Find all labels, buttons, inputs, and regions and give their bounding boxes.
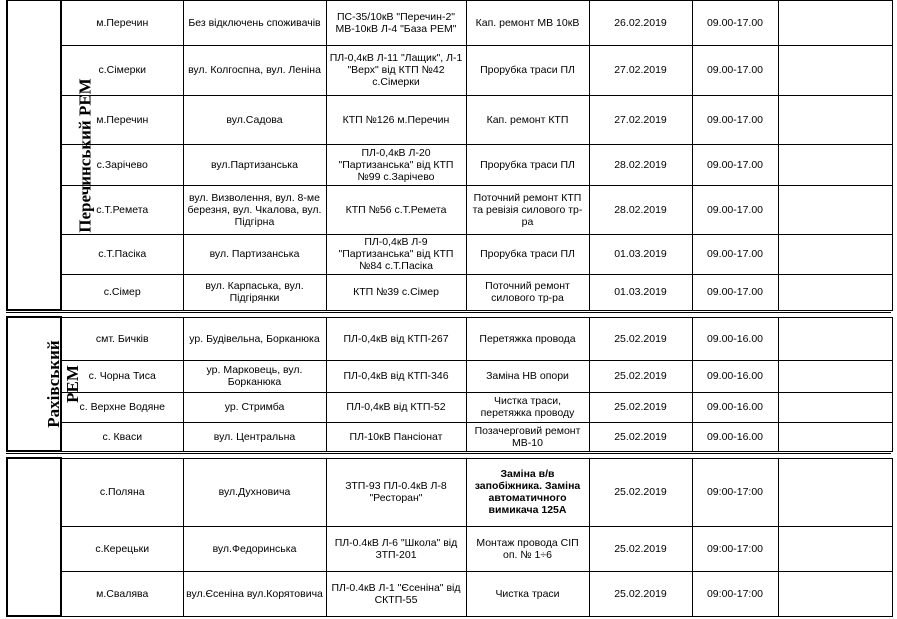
object-cell: ПЛ-0,4кВ Л-20 "Партизанська" від КТП №99 с.Зарічево (326, 144, 466, 185)
town-cell: с.Поляна (61, 458, 183, 526)
object-cell: КТП №126 м.Перечин (326, 95, 466, 144)
time-cell: 09:00-17:00 (692, 526, 778, 571)
date-cell: 25.02.2019 (589, 458, 692, 526)
town-cell: м.Перечин (61, 0, 183, 45)
street-cell: вул. Карпаська, вул. Підгірянки (183, 274, 326, 310)
note-cell (778, 392, 892, 422)
region-label: Перечинський РЕМ (75, 77, 95, 233)
note-cell (778, 360, 892, 392)
time-cell: 09:00-17:00 (692, 458, 778, 526)
object-cell: КТП №56 с.Т.Ремета (326, 185, 466, 234)
schedule-table (6, 457, 893, 617)
street-cell: вул. Визволення, вул. 8-ме березня, вул. Чкалова, вул. Підгірна (183, 185, 326, 234)
object-cell: ПЛ-0,4кВ Л-9 "Партизанська" від КТП №84 с.Т.Пасіка (326, 234, 466, 274)
note-cell (778, 45, 892, 95)
town-cell: с. Верхне Водяне (61, 392, 183, 422)
time-cell: 09:00-17:00 (692, 571, 778, 616)
work-cell: Заміна НВ опори (466, 360, 589, 392)
time-cell: 09.00-17.00 (692, 45, 778, 95)
date-cell: 27.02.2019 (589, 95, 692, 144)
note-cell (778, 274, 892, 310)
street-cell: ур. Будівельна, Борканюка (183, 317, 326, 360)
object-cell: ПЛ-0,4кВ від КТП-346 (326, 360, 466, 392)
table-row (7, 274, 892, 310)
note-cell (778, 317, 892, 360)
note-cell (778, 234, 892, 274)
date-cell: 25.02.2019 (589, 526, 692, 571)
town-cell: с.Сімер (61, 274, 183, 310)
table-row (7, 234, 892, 274)
work-cell: Поточний ремонт силового тр-ра (466, 274, 589, 310)
date-cell: 25.02.2019 (589, 360, 692, 392)
town-cell: с. Кваси (61, 422, 183, 451)
work-cell: Прорубка траси ПЛ (466, 45, 589, 95)
street-cell: вул.Єсеніна вул.Корятовича (183, 571, 326, 616)
section-svaliava (6, 457, 891, 619)
street-cell: вул.Духновича (183, 458, 326, 526)
note-cell (778, 526, 892, 571)
table-row (7, 317, 892, 360)
work-cell: Позачерговий ремонт МВ-10 (466, 422, 589, 451)
section-divider (6, 453, 891, 454)
work-cell: Кап. ремонт КТП (466, 95, 589, 144)
time-cell: 09.00-16.00 (692, 360, 778, 392)
time-cell: 09.00-16.00 (692, 317, 778, 360)
region-cell (7, 458, 61, 616)
schedule-table (6, 316, 893, 452)
date-cell: 01.03.2019 (589, 274, 692, 310)
date-cell: 28.02.2019 (589, 185, 692, 234)
time-cell: 09.00-17.00 (692, 274, 778, 310)
date-cell: 25.02.2019 (589, 422, 692, 451)
table-row (7, 45, 892, 95)
date-cell: 25.02.2019 (589, 392, 692, 422)
note-cell (778, 185, 892, 234)
object-cell: ПЛ-0,4кВ Л-11 "Лащик", Л-1 "Верх" від КТП №42 с.Сімерки (326, 45, 466, 95)
date-cell: 27.02.2019 (589, 45, 692, 95)
object-cell: ПЛ-0.4кВ Л-6 "Школа" від ЗТП-201 (326, 526, 466, 571)
date-cell: 01.03.2019 (589, 234, 692, 274)
time-cell: 09.00-16.00 (692, 392, 778, 422)
note-cell (778, 422, 892, 451)
table-row (7, 422, 892, 451)
note-cell (778, 95, 892, 144)
work-cell: Чистка траси (466, 571, 589, 616)
town-cell: с.Зарічево (61, 144, 183, 185)
section-perechyn (6, 0, 891, 309)
table-row (7, 95, 892, 144)
object-cell: КТП №39 с.Сімер (326, 274, 466, 310)
table-row (7, 526, 892, 571)
object-cell: ПЛ-0,4кВ від КТП-267 (326, 317, 466, 360)
time-cell: 09.00-17.00 (692, 144, 778, 185)
region-label: Рахівський РЕМ (44, 340, 82, 428)
street-cell: вул.Федоринська (183, 526, 326, 571)
town-cell: смт. Бичків (61, 317, 183, 360)
work-cell: Перетяжка провода (466, 317, 589, 360)
table-row (7, 185, 892, 234)
date-cell: 25.02.2019 (589, 317, 692, 360)
object-cell: ПЛ-0,4кВ від КТП-52 (326, 392, 466, 422)
table-row (7, 144, 892, 185)
table-row (7, 360, 892, 392)
street-cell: вул. Колгоспна, вул. Леніна (183, 45, 326, 95)
work-cell: Заміна в/в запобіжника. Заміна автоматичного вимикача 125А (466, 458, 589, 526)
time-cell: 09.00-17.00 (692, 185, 778, 234)
object-cell: ПЛ-10кВ Пансіонат (326, 422, 466, 451)
street-cell: Без відключень споживачів (183, 0, 326, 45)
date-cell: 26.02.2019 (589, 0, 692, 45)
table-row (7, 0, 892, 45)
town-cell: с.Сімерки (61, 45, 183, 95)
work-cell: Чистка траси, перетяжка проводу (466, 392, 589, 422)
section-divider (6, 312, 891, 313)
table-row (7, 392, 892, 422)
note-cell (778, 144, 892, 185)
note-cell (778, 0, 892, 45)
street-cell: вул. Центральна (183, 422, 326, 451)
street-cell: вул.Садова (183, 95, 326, 144)
work-cell: Поточний ремонт КТП та ревізія силового тр-ра (466, 185, 589, 234)
table-row (7, 458, 892, 526)
town-cell: с.Т.Ремета (61, 185, 183, 234)
object-cell: ЗТП-93 ПЛ-0.4кВ Л-8 "Ресторан" (326, 458, 466, 526)
date-cell: 28.02.2019 (589, 144, 692, 185)
note-cell (778, 458, 892, 526)
time-cell: 09.00-16.00 (692, 422, 778, 451)
town-cell: с.Керецьки (61, 526, 183, 571)
schedule-table (6, 0, 893, 311)
town-cell: с. Чорна Тиса (61, 360, 183, 392)
region-cell (7, 0, 95, 310)
street-cell: ур. Марковець, вул. Борканюка (183, 360, 326, 392)
work-cell: Прорубка траси ПЛ (466, 234, 589, 274)
town-cell: м.Свалява (61, 571, 183, 616)
object-cell: ПЛ-0.4кВ Л-1 "Єсеніна" від СКТП-55 (326, 571, 466, 616)
time-cell: 09.00-17.00 (692, 234, 778, 274)
section-rakhiv (6, 316, 891, 450)
town-cell: м.Перечин (61, 95, 183, 144)
date-cell: 25.02.2019 (589, 571, 692, 616)
region-cell (7, 317, 82, 451)
work-cell: Прорубка траси ПЛ (466, 144, 589, 185)
time-cell: 09.00-17.00 (692, 95, 778, 144)
work-cell: Кап. ремонт МВ 10кВ (466, 0, 589, 45)
table-row (7, 571, 892, 616)
object-cell: ПС-35/10кВ "Перечин-2" МВ-10кВ Л-4 "База РЕМ" (326, 0, 466, 45)
town-cell: с.Т.Пасіка (61, 234, 183, 274)
street-cell: вул.Партизанська (183, 144, 326, 185)
work-cell: Монтаж провода СІП оп. № 1÷6 (466, 526, 589, 571)
note-cell (778, 571, 892, 616)
time-cell: 09.00-17.00 (692, 0, 778, 45)
street-cell: вул. Партизанська (183, 234, 326, 274)
street-cell: ур. Стримба (183, 392, 326, 422)
